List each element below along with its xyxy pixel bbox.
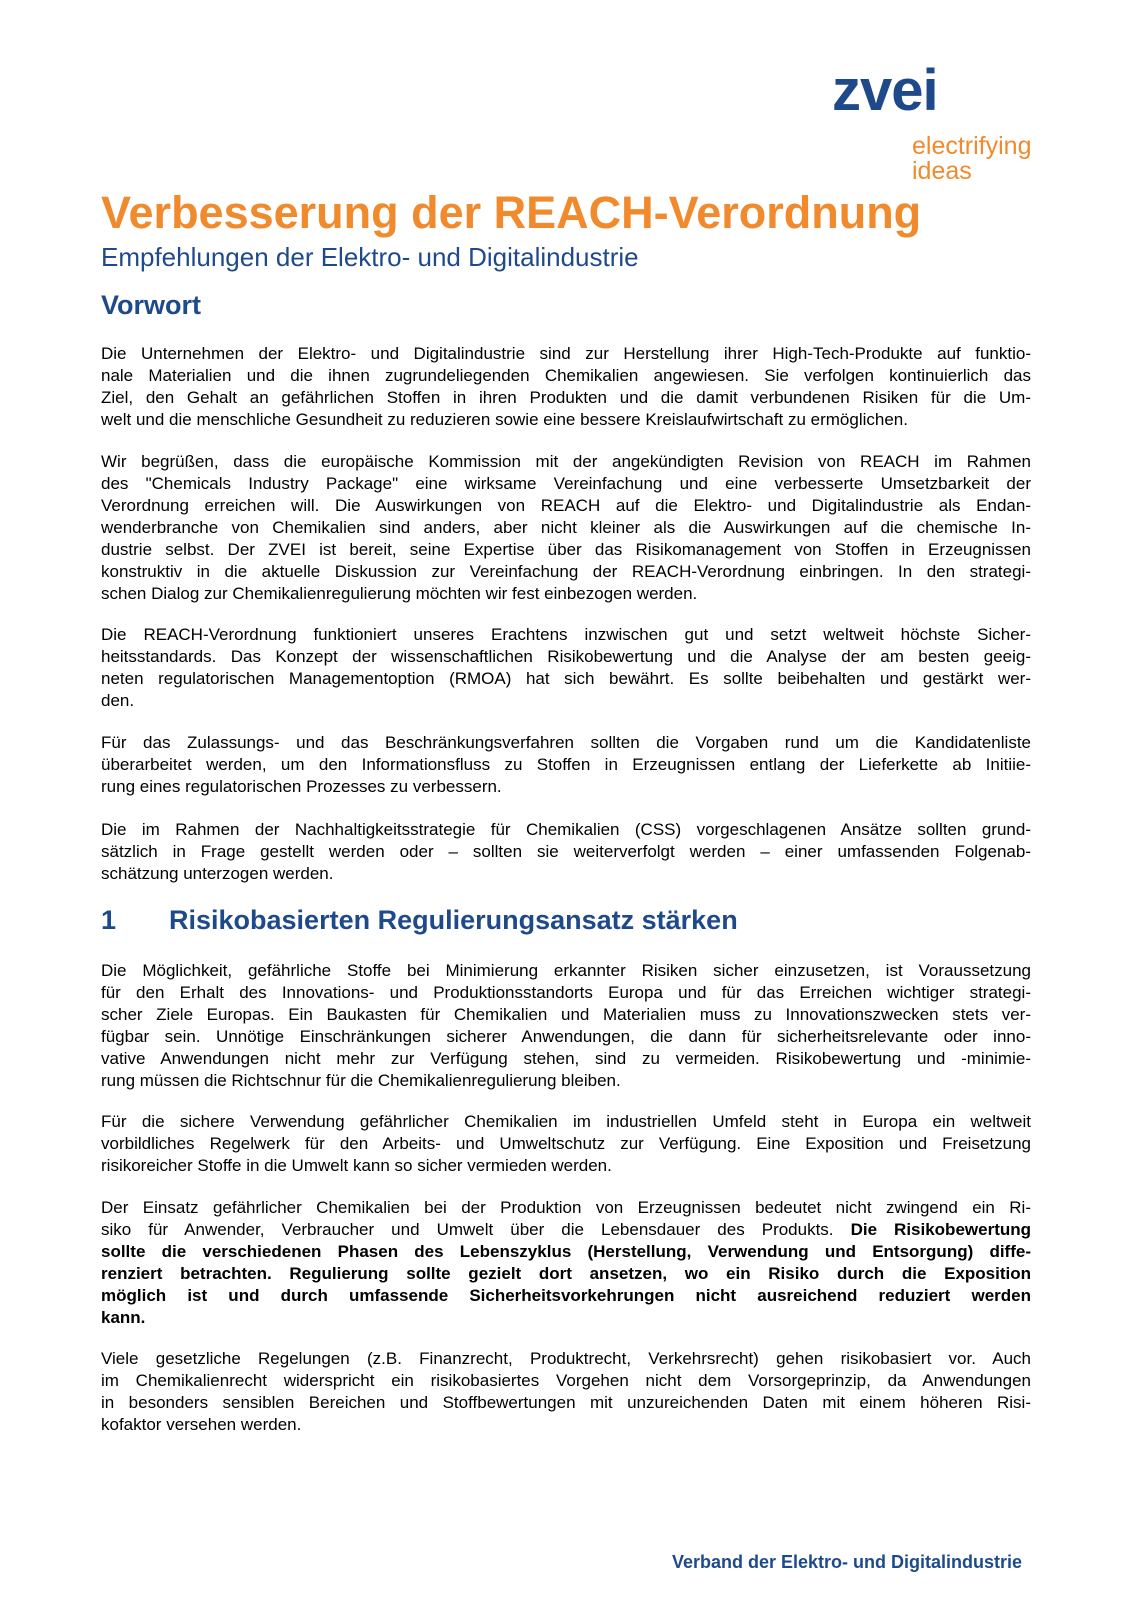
text-line: scher Ziele Europas. Ein Baukasten für Chemikalien und Materialien muss zu Innovationszwecken stets ver- (101, 1005, 1031, 1024)
text-line: Die Möglichkeit, gefährliche Stoffe bei Minimierung erkannter Risiken sicher einzusetzen, ist Voraussetzung (101, 961, 1031, 980)
footer-organization: Verband der Elektro- und Digitalindustrie (671, 1552, 1022, 1572)
text-line: schätzung unterzogen werden. (101, 864, 334, 883)
bold-text-line: möglich ist und durch umfassende Sicherheitsvorkehrungen nicht ausreichend reduziert werden (101, 1286, 1031, 1305)
text-line: Viele gesetzliche Regelungen (z.B. Finanzrecht, Produktrecht, Verkehrsrecht) gehen risikobasiert vor. Auch (101, 1349, 1031, 1368)
text-line: nale Materialien und die ihnen zugrundeliegenden Chemikalien angewiesen. Sie verfolgen kontinuierlich das (101, 366, 1031, 385)
foreword-paragraph-1 (101, 343, 1031, 431)
text-segment: siko für Anwender, Verbraucher und Umwelt über die Lebensdauer des Produkts. (101, 1220, 851, 1239)
text-line: für den Erhalt des Innovations- und Produktionsstandorts Europa und für das Erreichen wichtiger strategi- (101, 983, 1031, 1002)
text-line: rung müssen die Richtschnur für die Chemikalienregulierung bleiben. (101, 1071, 621, 1090)
text-line: Verordnung erreichen will. Die Auswirkungen von REACH auf die Elektro- und Digitalindustrie als Endan- (101, 496, 1031, 515)
text-line: rung eines regulatorischen Prozesses zu verbessern. (101, 777, 502, 796)
logo-tagline-line-1: electrifying (912, 132, 1032, 160)
text-line: welt und die menschliche Gesundheit zu reduzieren sowie eine bessere Kreislaufwirtschaft zu ermöglichen. (101, 410, 908, 429)
text-line-mixed (101, 1219, 1031, 1241)
text-line: risikoreicher Stoffe in die Umwelt kann so sicher vermieden werden. (101, 1156, 612, 1175)
foreword-paragraph-3 (101, 624, 1031, 712)
section-title: Risikobasierten Regulierungsansatz stärken (169, 905, 738, 935)
text-line: den. (101, 691, 135, 710)
text-line: fügbar sein. Unnötige Einschränkungen sicherer Anwendungen, die dann für sicherheitsrelevante oder inno- (101, 1027, 1031, 1046)
text-line: Die REACH-Verordnung funktioniert unseres Erachtens inzwischen gut und setzt weltweit höchste Sicher- (101, 625, 1031, 644)
text-line: überarbeitet werden, um den Informationsfluss zu Stoffen in Erzeugnissen entlang der Lieferkette ab Initiie- (101, 755, 1031, 774)
bold-text-line: renziert betrachten. Regulierung sollte gezielt dort ansetzen, wo ein Risiko durch die Exposition (101, 1264, 1031, 1283)
text-line: heitsstandards. Das Konzept der wissenschaftlichen Risikobewertung und die Analyse der am besten geeig- (101, 647, 1031, 666)
text-line: vorbildliches Regelwerk für den Arbeits- und Umweltschutz zur Verfügung. Eine Exposition und Freisetzung (101, 1134, 1031, 1153)
text-line: sätzlich in Frage gestellt werden oder – sollten sie weiterverfolgt werden – einer umfassenden Folgenab- (101, 842, 1031, 861)
foreword-paragraph-4 (101, 732, 1031, 798)
section-1-heading (101, 905, 738, 936)
bold-text-line: kann. (101, 1308, 146, 1327)
section-1-paragraph-1 (101, 960, 1031, 1092)
text-line: wenderbranche von Chemikalien sind anders, aber nicht kleiner als die Auswirkungen auf die chemische In- (101, 518, 1031, 537)
section-number: 1 (101, 905, 117, 935)
logo-tagline (912, 134, 1032, 184)
bold-text-line: sollte die verschiedenen Phasen des Lebenszyklus (Herstellung, Verwendung und Entsorgung) diffe- (101, 1242, 1031, 1261)
zvei-logo (832, 58, 1062, 192)
text-line: Für das Zulassungs- und das Beschränkungsverfahren sollten die Vorgaben rund um die Kandidatenliste (101, 733, 1031, 752)
foreword-heading: Vorwort (101, 290, 201, 320)
bold-text-segment: Die Risikobewertung (850, 1220, 1032, 1239)
text-line: Die im Rahmen der Nachhaltigkeitsstrategie für Chemikalien (CSS) vorgeschlagenen Ansätze sollten grund- (101, 820, 1031, 839)
text-line: vative Anwendungen nicht mehr zur Verfügung stehen, sind zu vermeiden. Risikobewertung und -minimie- (101, 1049, 1031, 1068)
text-line: in besonders sensiblen Bereichen und Stoffbewertungen mit unzureichenden Daten mit einem höheren Risi- (101, 1393, 1031, 1412)
document-title: Verbesserung der REACH-Verordnung (101, 187, 922, 238)
text-line: des "Chemicals Industry Package" eine wirksame Vereinfachung und eine verbesserte Umsetzbarkeit der (101, 474, 1031, 493)
document-subtitle: Empfehlungen der Elektro- und Digitalindustrie (101, 242, 639, 272)
text-line: konstruktiv in die aktuelle Diskussion zur Vereinfachung der REACH-Verordnung einbringen. In den strategi- (101, 562, 1031, 581)
section-1-paragraph-3 (101, 1197, 1031, 1329)
text-line: schen Dialog zur Chemikalienregulierung möchten wir fest einbezogen werden. (101, 584, 698, 603)
foreword-paragraph-2 (101, 451, 1031, 605)
text-line: Der Einsatz gefährlicher Chemikalien bei der Produktion von Erzeugnissen bedeutet nicht zwingend ein Ri- (101, 1198, 1031, 1217)
logo-wordmark: zvei (832, 58, 938, 123)
text-line: kofaktor versehen werden. (101, 1415, 302, 1434)
text-line: Wir begrüßen, dass die europäische Kommission mit der angekündigten Revision von REACH im Rahmen (101, 452, 1031, 471)
text-line: Die Unternehmen der Elektro- und Digitalindustrie sind zur Herstellung ihrer High-Tech-Produkte auf funktio- (101, 344, 1031, 363)
text-line: im Chemikalienrecht widerspricht ein risikobasiertes Vorgehen nicht dem Vorsorgeprinzip, da Anwendungen (101, 1371, 1031, 1390)
text-line: neten regulatorischen Managementoption (RMOA) hat sich bewährt. Es sollte beibehalten und gestärkt wer- (101, 669, 1031, 688)
text-line: Für die sichere Verwendung gefährlicher Chemikalien im industriellen Umfeld steht in Europa ein weltweit (101, 1112, 1031, 1131)
section-1-paragraph-4 (101, 1348, 1031, 1436)
foreword-paragraph-5 (101, 819, 1031, 885)
text-line: dustrie selbst. Der ZVEI ist bereit, seine Expertise über das Risikomanagement von Stoffen in Erzeugnissen (101, 540, 1031, 559)
logo-tagline-line-2: ideas (912, 157, 972, 185)
section-1-paragraph-2 (101, 1111, 1031, 1177)
text-line: Ziel, den Gehalt an gefährlichen Stoffen in ihren Produkten und die damit verbundenen Risiken für die Um- (101, 388, 1031, 407)
